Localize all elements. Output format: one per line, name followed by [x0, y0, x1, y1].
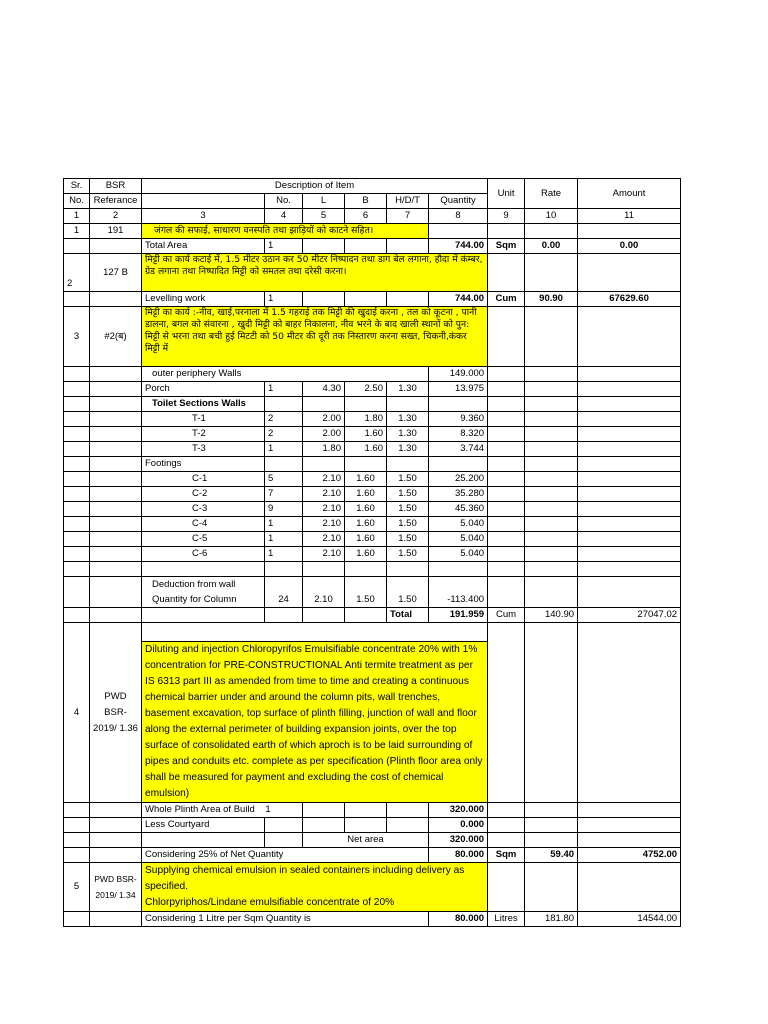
colnum: 2 — [90, 209, 142, 224]
toilet-no: 2 — [265, 427, 303, 442]
footing-qty: 25.200 — [429, 472, 488, 487]
footing-qty: 5.040 — [429, 517, 488, 532]
porch-l: 4.30 — [303, 382, 345, 397]
footing-label: C-4 — [142, 517, 265, 532]
courtyard-qty: 0.000 — [429, 818, 488, 833]
toilet-l: 2.00 — [303, 412, 345, 427]
desc-sub-blank — [142, 194, 265, 209]
colnum: 8 — [429, 209, 488, 224]
net-area-qty: 320.000 — [429, 833, 488, 848]
footing-l: 2.10 — [303, 517, 345, 532]
porch-no: 1 — [265, 382, 303, 397]
deduction-l: 2.10 — [303, 577, 345, 608]
amount-header: Amount — [578, 179, 681, 209]
footing-h: 1.50 — [387, 487, 429, 502]
deduction-no: 24 — [265, 577, 303, 608]
deduction-label-2: Quantity for Column — [152, 594, 237, 605]
footing-l: 2.10 — [303, 547, 345, 562]
table-row — [64, 532, 681, 547]
item2-sr: 2 — [64, 254, 90, 292]
footing-h: 1.50 — [387, 532, 429, 547]
toilet-l: 2.00 — [303, 427, 345, 442]
b-header: B — [345, 194, 387, 209]
table-row — [64, 547, 681, 562]
item5-amount: 14544.00 — [578, 912, 681, 927]
footing-b: 1.60 — [345, 532, 387, 547]
footings-label-row — [64, 457, 681, 472]
footing-l: 2.10 — [303, 487, 345, 502]
item4-considering-label: Considering 25% of Net Quantity — [142, 848, 429, 863]
plinth-qty: 320.000 — [429, 803, 488, 818]
item1-desc-row — [64, 224, 681, 239]
item4-bsr: PWD BSR-2019/ 1.36 — [90, 623, 142, 803]
colnum: 4 — [265, 209, 303, 224]
periphery-label: outer periphery Walls — [142, 367, 429, 382]
table-row — [64, 442, 681, 457]
rate-header: Rate — [525, 179, 578, 209]
footing-l: 2.10 — [303, 472, 345, 487]
table-row — [64, 517, 681, 532]
item3-rate: 140.90 — [525, 608, 578, 623]
item2-amount: 67629.60 — [578, 292, 681, 307]
footings-label: Footings — [142, 457, 265, 472]
footing-qty: 35.280 — [429, 487, 488, 502]
table-row — [64, 427, 681, 442]
blank-row — [64, 562, 681, 577]
toilet-h: 1.30 — [387, 442, 429, 457]
footing-no: 1 — [265, 517, 303, 532]
plinth-row — [64, 803, 681, 818]
item3-total-label: Total — [387, 608, 429, 623]
header-row-1 — [64, 179, 681, 194]
item4-description: Diluting and injection Chloropyrifos Emulsifiable concentrate 20% with 1% concentration for PRE-CONSTRUCTIONAL Anti termite treatment as per IS 6313 part III as amended from time to time and creating a continuous chemical barrier under and around the column pits, wall trenches, basement excavation, top surface of plinth filling, junction of wall and floor along the external perimeter of building expansion joints, over the top surface of consolidated earth of which aproch is to be laid surrounding of pipes and conduits etc. complete as per specification (Plinth floor area only shall be measured for payment and excluding the cost of chemical emulsion) — [142, 642, 488, 803]
periphery-qty: 149.000 — [429, 367, 488, 382]
footing-h: 1.50 — [387, 502, 429, 517]
sr-header-2: No. — [64, 194, 90, 209]
estimate-table — [63, 178, 681, 927]
colnum: 5 — [303, 209, 345, 224]
item1-bsr: 191 — [90, 224, 142, 239]
item3-description: मिट्टी का कार्य :-नीव, खाई,परनाला में 1.5 गहराई तक मिट्टी की खुदाई करना , तल को कूटना , पानी डालना, बगल को संवारना , खुदी मिट्टी को बाहर निकालना, नीव भरने के बाद खाली स्थानों को पुन: मिट्टी से भरना तथा बची हुई मिटटी को 50 मीटर की दूरी तक निस्तारण करना सख्त, चिकनी,कंकर मिट्टी में — [142, 307, 488, 367]
item2-no: 1 — [265, 292, 303, 307]
toilet-qty: 9.360 — [429, 412, 488, 427]
colnum: 6 — [345, 209, 387, 224]
description-header: Description of Item — [142, 179, 488, 194]
colnum: 1 — [64, 209, 90, 224]
item1-unit: Sqm — [488, 239, 525, 254]
toilet-b: 1.60 — [345, 442, 387, 457]
l-header: L — [303, 194, 345, 209]
item4-gap-row — [64, 623, 681, 642]
item1-description: जंगल की सफाई, साधारण वनस्पति तथा झाड़ियों को काटने सहित। — [142, 224, 429, 239]
table-row — [64, 472, 681, 487]
bsr-header: BSR — [90, 179, 142, 194]
item2-quantity: 744.00 — [429, 292, 488, 307]
toilet-qty: 8.320 — [429, 427, 488, 442]
toilet-label: T-2 — [142, 427, 265, 442]
item1-amount: 0.00 — [578, 239, 681, 254]
table-row — [64, 487, 681, 502]
item5-rate: 181.80 — [525, 912, 578, 927]
hdt-header: H/D/T — [387, 194, 429, 209]
item5-sr: 5 — [64, 863, 90, 912]
porch-label: Porch — [142, 382, 265, 397]
colnum: 11 — [578, 209, 681, 224]
footing-h: 1.50 — [387, 472, 429, 487]
item1-rate: 0.00 — [525, 239, 578, 254]
footing-b: 1.60 — [345, 472, 387, 487]
item2-total-label: Levelling work — [142, 292, 265, 307]
toilet-sections-label: Toilet Sections Walls — [142, 397, 265, 412]
item3-total-qty: 191.959 — [429, 608, 488, 623]
toilet-h: 1.30 — [387, 427, 429, 442]
toilet-l: 1.80 — [303, 442, 345, 457]
colnum: 3 — [142, 209, 265, 224]
footing-h: 1.50 — [387, 517, 429, 532]
sr-header: Sr. — [64, 179, 90, 194]
toilet-h: 1.30 — [387, 412, 429, 427]
footing-b: 1.60 — [345, 487, 387, 502]
no-header: No. — [265, 194, 303, 209]
item3-periphery-row — [64, 367, 681, 382]
item5-unit: Litres — [488, 912, 525, 927]
item4-qty: 80.000 — [429, 848, 488, 863]
item3-porch-row — [64, 382, 681, 397]
item1-total-row — [64, 239, 681, 254]
footing-no: 1 — [265, 532, 303, 547]
deduction-b: 1.50 — [345, 577, 387, 608]
toilet-label: T-3 — [142, 442, 265, 457]
item5-desc-row — [64, 863, 681, 912]
colnum: 7 — [387, 209, 429, 224]
footing-no: 5 — [265, 472, 303, 487]
deduction-qty: -113.400 — [429, 577, 488, 608]
item3-total-row — [64, 608, 681, 623]
item5-considering-label: Considering 1 Litre per Sqm Quantity is — [142, 912, 429, 927]
bsr-header-2: Referance — [90, 194, 142, 209]
item2-rate: 90.90 — [525, 292, 578, 307]
item5-bsr: PWD BSR-2019/ 1.34 — [90, 863, 142, 912]
item5-description — [142, 863, 488, 912]
item5-qty: 80.000 — [429, 912, 488, 927]
footing-qty: 5.040 — [429, 532, 488, 547]
courtyard-row — [64, 818, 681, 833]
footing-label: C-1 — [142, 472, 265, 487]
item5-desc-2: Chlorpyriphos/Lindane emulsifiable concentrate of 20% — [145, 897, 395, 908]
footing-qty: 45.360 — [429, 502, 488, 517]
footing-l: 2.10 — [303, 502, 345, 517]
item4-rate: 59.40 — [525, 848, 578, 863]
item3-amount: 27047.02 — [578, 608, 681, 623]
footing-b: 1.60 — [345, 517, 387, 532]
net-area-row — [64, 833, 681, 848]
item4-amount: 4752.00 — [578, 848, 681, 863]
quantity-header: Quantity — [429, 194, 488, 209]
colnum: 10 — [525, 209, 578, 224]
item2-desc-row — [64, 254, 681, 292]
toilet-b: 1.80 — [345, 412, 387, 427]
net-area-label: Net area — [303, 833, 429, 848]
deduction-row — [64, 577, 681, 608]
plinth-label — [142, 803, 303, 818]
column-number-row — [64, 209, 681, 224]
item3-bsr: #2(ब) — [90, 307, 142, 367]
footing-qty: 5.040 — [429, 547, 488, 562]
plinth-label-text: Whole Plinth Area of Build — [145, 804, 255, 815]
deduction-label — [142, 577, 265, 608]
toilet-no: 1 — [265, 442, 303, 457]
item5-desc-1: Supplying chemical emulsion in sealed containers including delivery as specified. — [145, 865, 465, 892]
item4-sr: 4 — [64, 623, 90, 803]
item1-quantity: 744.00 — [429, 239, 488, 254]
footing-l: 2.10 — [303, 532, 345, 547]
footing-label: C-3 — [142, 502, 265, 517]
item3-sr: 3 — [64, 307, 90, 367]
item1-total-label: Total Area — [142, 239, 265, 254]
item2-unit: Cum — [488, 292, 525, 307]
footing-no: 9 — [265, 502, 303, 517]
toilet-b: 1.60 — [345, 427, 387, 442]
table-row — [64, 502, 681, 517]
footing-label: C-6 — [142, 547, 265, 562]
table-row — [64, 412, 681, 427]
footing-h: 1.50 — [387, 547, 429, 562]
footing-b: 1.60 — [345, 547, 387, 562]
item1-no: 1 — [265, 239, 303, 254]
porch-qty: 13.975 — [429, 382, 488, 397]
courtyard-label: Less Courtyard — [142, 818, 265, 833]
unit-header: Unit — [488, 179, 525, 209]
item2-bsr: 127 B — [90, 254, 142, 292]
porch-h: 1.30 — [387, 382, 429, 397]
toilet-label: T-1 — [142, 412, 265, 427]
colnum: 9 — [488, 209, 525, 224]
toilet-no: 2 — [265, 412, 303, 427]
plinth-no: 1 — [265, 804, 271, 815]
item3-unit: Cum — [488, 608, 525, 623]
porch-b: 2.50 — [345, 382, 387, 397]
item3-desc-row — [64, 307, 681, 367]
item4-unit: Sqm — [488, 848, 525, 863]
item4-considering-row — [64, 848, 681, 863]
footing-no: 7 — [265, 487, 303, 502]
footing-label: C-5 — [142, 532, 265, 547]
item2-description: मिट्टी का कार्य कटाई में, 1.5 मीटर उठान कर 50 मीटर निष्पादन तथा डाग बेल लगाना, हौदा में कंम्बर, ग्रेड लगाना तथा निष्पादित मिट्टी को समतल तथा दरेसी करना। — [142, 254, 488, 292]
footing-b: 1.60 — [345, 502, 387, 517]
deduction-label-1: Deduction from wall — [152, 579, 236, 590]
deduction-h: 1.50 — [387, 577, 429, 608]
footing-label: C-2 — [142, 487, 265, 502]
footing-no: 1 — [265, 547, 303, 562]
toilet-label-row — [64, 397, 681, 412]
item5-considering-row — [64, 912, 681, 927]
toilet-qty: 3.744 — [429, 442, 488, 457]
item2-total-row — [64, 292, 681, 307]
item1-sr: 1 — [64, 224, 90, 239]
